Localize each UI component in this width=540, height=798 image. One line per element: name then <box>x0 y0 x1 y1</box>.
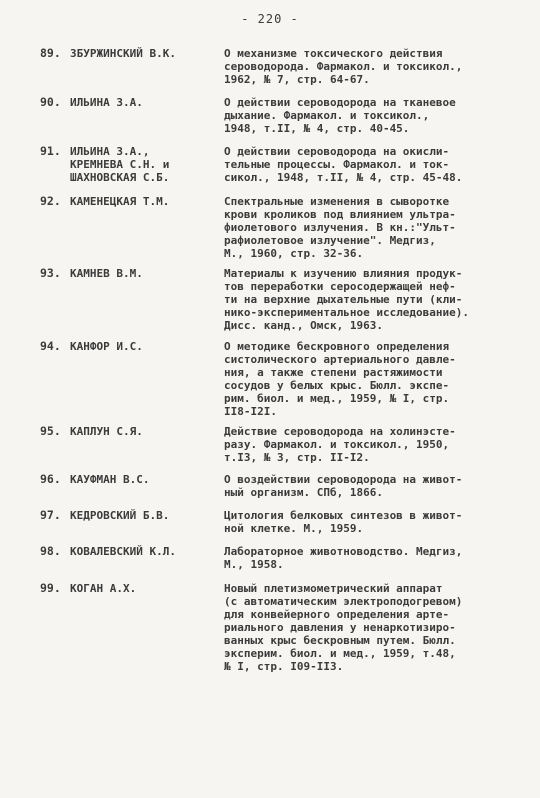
entry-author: КАПЛУН С.Я. <box>70 425 143 438</box>
entry-author: КАМНЕВ В.М. <box>70 267 143 280</box>
entry-reference: Материалы к изучению влияния продук- тов переработки серосодержащей неф- ти на верхние дыхательные пути (кли- нико-экспериментальное исследование). Дисс. канд., Омск, 1963. <box>224 267 470 332</box>
entry-number: 93. <box>40 266 61 280</box>
entry-reference: Лабораторное животноводство. Медгиз, М., 1958. <box>224 545 463 571</box>
entry-author: КОГАН А.Х. <box>70 582 137 595</box>
entry-number: 89. <box>40 46 61 60</box>
entry-number: 98. <box>40 544 61 558</box>
entry-reference: О воздействии сероводорода на живот- ный организм. СПб, 1866. <box>224 473 463 499</box>
entry-number: 99. <box>40 581 61 595</box>
entry-number: 92. <box>40 194 61 208</box>
entry-reference: О действии сероводорода на окисли- тельные процессы. Фармакол. и ток- сикол., 1948, т.II, № 4, стр. 45-48. <box>224 145 463 184</box>
entry-number: 91. <box>40 144 61 158</box>
entry-number: 94. <box>40 339 61 353</box>
entry-reference: О методике бескровного определения систолического артериального давле- ния, а также степени растяжимости сосудов у белых крыс. Бюлл. экспе- рим. биол. и мед., 1959, № I, стр. II8-I2I. <box>224 340 456 418</box>
entry-author: ИЛЬИНА З.А., КРЕМНЕВА С.Н. и ШАХНОВСКАЯ С.Б. <box>70 145 170 184</box>
entry-number: 97. <box>40 508 61 522</box>
entry-number: 96. <box>40 472 61 486</box>
entry-author: ЗБУРЖИНСКИЙ В.К. <box>70 47 176 60</box>
entry-author: КАМЕНЕЦКАЯ Т.М. <box>70 195 170 208</box>
entry-reference: Спектральные изменения в сыворотке крови кроликов под влиянием ультра- фиолетового излучения. В кн.:"Ульт- рафиолетовое излучение". Медгиз, М., 1960, стр. 32-36. <box>224 195 456 260</box>
entry-reference: Новый плетизмометрический аппарат (с автоматическим электроподогревом) для конвейерного определения арте- риального давления у ненаркотизиро- ванных крыс бескровным путем. Бюлл. эксперим. биол. и мед., 1959, т.48, № I, стр. I09-II3. <box>224 582 463 673</box>
entry-author: КАУФМАН В.С. <box>70 473 150 486</box>
entry-reference: Действие сероводорода на холинэсте- разу. Фармакол. и токсикол., 1950, т.I3, № 3, стр. II-I2. <box>224 425 456 464</box>
entry-number: 95. <box>40 424 61 438</box>
entry-author: КОВАЛЕВСКИЙ К.Л. <box>70 545 176 558</box>
entry-author: ИЛЬИНА З.А. <box>70 96 143 109</box>
entry-reference: Цитология белковых синтезов в живот- ной клетке. М., 1959. <box>224 509 463 535</box>
entry-reference: О механизме токсического действия сероводорода. Фармакол. и токсикол., 1962, № 7, стр. 64-67. <box>224 47 463 86</box>
entry-number: 90. <box>40 95 61 109</box>
entry-author: КАНФОР И.С. <box>70 340 143 353</box>
entry-author: КЕДРОВСКИЙ Б.В. <box>70 509 170 522</box>
entry-reference: О действии сероводорода на тканевое дыхание. Фармакол. и токсикол., 1948, т.II, № 4, стр. 40-45. <box>224 96 456 135</box>
page-number: - 220 - <box>241 12 299 26</box>
